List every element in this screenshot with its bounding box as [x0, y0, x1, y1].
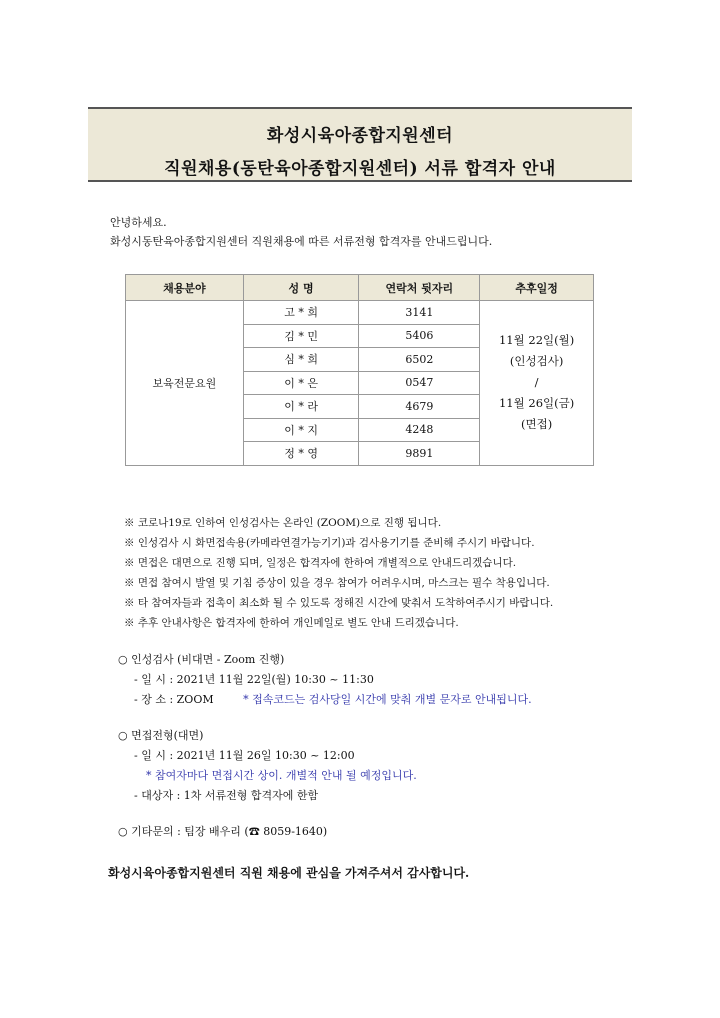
intro: [110, 213, 492, 251]
section-personality-test: [118, 650, 532, 710]
test-place-line: [118, 690, 532, 710]
greeting: 안녕하세요.: [110, 216, 167, 229]
header-phone: 연락처 뒷자리: [359, 275, 480, 301]
test-place: - 장 소 : ZOOM: [134, 693, 214, 706]
note-item: ※ 코로나19로 인하여 인성검사는 온라인 (ZOOM)으로 진행 됩니다.: [124, 517, 442, 529]
name-cell: 김 * 민: [243, 324, 359, 348]
interview-date: - 일 시 : 2021년 11월 26일 10:30 ~ 12:00: [134, 749, 355, 762]
interview-target: - 대상자 : 1차 서류전형 합격자에 한함: [134, 789, 319, 802]
name-cell: 이 * 라: [243, 395, 359, 419]
note-item: ※ 면접 참여시 발열 및 기침 증상이 있을 경우 참여가 어려우시며, 마스크는 필수 착용입니다.: [124, 577, 550, 589]
section-heading: ○ 인성검사 (비대면 - Zoom 진행): [118, 653, 285, 666]
schedule-line: /: [534, 375, 539, 390]
schedule-line: 11월 26일(금): [498, 396, 575, 411]
phone-cell: 3141: [359, 301, 480, 325]
schedule-line: 11월 22일(월): [498, 333, 575, 348]
section-contact: [118, 822, 327, 842]
table-header-row: [126, 275, 594, 301]
schedule-line: (면접): [521, 417, 553, 432]
test-place-note: * 접속코드는 검사당일 시간에 맞춰 개별 문자로 안내됩니다.: [243, 693, 532, 706]
note-item: ※ 면접은 대면으로 진행 되며, 일정은 합격자에 한하여 개별적으로 안내드리겠습니다.: [124, 557, 517, 569]
phone-cell: 0547: [359, 371, 480, 395]
phone-cell: 6502: [359, 348, 480, 372]
phone-cell: 9891: [359, 442, 480, 466]
closing-message: 화성시육아종합지원센터 직원 채용에 관심을 가져주셔서 감사합니다.: [108, 866, 470, 880]
title-line-2: 직원채용(동탄육아종합지원센터) 서류 합격자 안내: [164, 159, 556, 179]
test-date: - 일 시 : 2021년 11월 22일(월) 10:30 ~ 11:30: [134, 673, 374, 686]
name-cell: 정 * 영: [243, 442, 359, 466]
table-row: [126, 301, 594, 325]
section-heading: ○ 면접전형(대면): [118, 729, 204, 742]
intro-body: 화성시동탄육아종합지원센터 직원채용에 따른 서류전형 합격자를 안내드립니다.: [110, 235, 493, 248]
contact-info: ○ 기타문의 : 팀장 배우리 (☎ 8059-1640): [118, 825, 328, 838]
header-field: 채용분야: [126, 275, 244, 301]
result-table: [125, 274, 594, 466]
phone-cell: 4248: [359, 418, 480, 442]
notes-list: [124, 513, 553, 633]
name-cell: 심 * 희: [243, 348, 359, 372]
note-item: ※ 타 참여자들과 접촉이 최소화 될 수 있도록 정해진 시간에 맞춰서 도착하여주시기 바랍니다.: [124, 597, 554, 609]
name-cell: 고 * 희: [243, 301, 359, 325]
phone-cell: 4679: [359, 395, 480, 419]
schedule-cell: [480, 301, 594, 466]
field-cell: 보육전문요원: [126, 301, 244, 466]
interview-note: * 참여자마다 면접시간 상이. 개별적 안내 될 예정입니다.: [146, 769, 417, 782]
header-schedule: 추후일정: [480, 275, 594, 301]
phone-cell: 5406: [359, 324, 480, 348]
section-interview: [118, 726, 417, 806]
title-banner: [88, 107, 632, 182]
name-cell: 이 * 지: [243, 418, 359, 442]
schedule-line: (인성검사): [509, 354, 564, 369]
name-cell: 이 * 은: [243, 371, 359, 395]
note-item: ※ 추후 안내사항은 합격자에 한하여 개인메일로 별도 안내 드리겠습니다.: [124, 617, 459, 629]
header-name: 성 명: [243, 275, 359, 301]
note-item: ※ 인성검사 시 화면접속용(카메라연결가능기기)과 검사용기기를 준비해 주시기 바랍니다.: [124, 537, 535, 549]
title-line-1: 화성시육아종합지원센터: [266, 126, 454, 146]
